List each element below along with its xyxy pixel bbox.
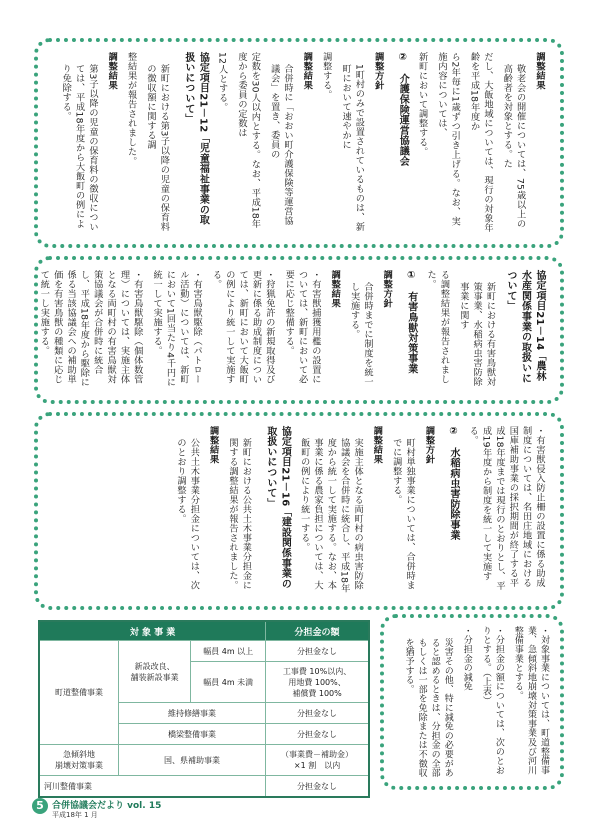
bullet-item: ・有害獣捕獲用檻の設置については、新町において必要に応じ整備する。 xyxy=(283,270,321,384)
section-text-3 xyxy=(168,426,546,596)
paragraph: 新町における有害鳥獣対策事業、水稲病虫害防除事業に関す xyxy=(457,282,496,387)
table-cell: 町道整備事業 xyxy=(39,641,119,745)
section-box-4 xyxy=(380,614,564,790)
paragraph: 新町における第3子以降の児童の保育料の徴収額に関する調 xyxy=(144,64,170,232)
paragraph: 合併時に「おおい町介護保険等運営協議会」を置き、委員の xyxy=(268,64,294,226)
result-label: 調整結果 xyxy=(371,426,383,464)
table-cell: 工事費 10%以内、 用地費 100%、 補償費 100% xyxy=(266,662,369,703)
table-cell: 分担金なし xyxy=(266,776,369,798)
paragraph: 調整する。 xyxy=(320,52,332,100)
subheading: ② 介護保険運営協議会 xyxy=(397,52,409,167)
paragraph: 1町村のみで設置されているものは、新町において速やかに xyxy=(340,64,365,232)
bullet-item: ・対象事業については、町道整備事業、急傾斜地崩壊対策事業及び河川整備事業とする。 xyxy=(512,626,549,775)
result-label: 調整結果 xyxy=(301,52,313,90)
policy-label: 調整方針 xyxy=(372,52,384,90)
paragraph: ら2年毎に1歳ずつ引き上げる。なお、実施内容については、 xyxy=(435,52,461,226)
section-text-1 xyxy=(53,52,546,234)
issue-date: 平成18年 1 月 xyxy=(52,811,98,819)
paragraph: 公共土木事業分担金については、次のとおり調整する。 xyxy=(174,438,200,590)
agreement-heading: 協定項目21－14「農林水産関係事業の取扱いについて」 xyxy=(505,270,545,384)
paragraph: 新町において調整する。 xyxy=(416,52,428,157)
bullet-item: ・分担金の減免 xyxy=(461,626,472,692)
allotment-table xyxy=(38,620,370,798)
paragraph: 12人とする。 xyxy=(216,52,228,112)
bullet-item: ・有害獣侵入防止柵の設置に係る助成制度については、名田庄地域における国庫補助事業の採択期間が終了する平成18年度までは現行のとおりとし、平成19年度から制度を統一して実施する。 xyxy=(467,426,545,591)
table-header: 対 象 事 業 xyxy=(39,621,266,641)
section-box-3 xyxy=(34,412,564,610)
policy-label: 調整方針 xyxy=(423,426,435,464)
table-cell: 維持修繕事業 xyxy=(119,703,266,724)
paragraph: 実施主体となる両町村の病虫害防除協議会を合併時に統合し、平成18年度から統一して実施する。なお、本事業に係る農家負担については、大飯町の例により統一する。 xyxy=(298,438,364,593)
agreement-heading: 協定項目21－16「建設関係事業の取扱いについて」 xyxy=(264,426,291,589)
table-cell: 分担金なし xyxy=(266,724,369,745)
paragraph: 敬老会の開催については、75歳以上の高齢者を対象とする。た xyxy=(501,64,526,229)
paragraph: 整結果が報告されました。 xyxy=(125,52,137,166)
paragraph: 町村単独事業については、合併時までに調整する。 xyxy=(390,438,416,590)
table-cell: 分担金なし xyxy=(266,641,369,662)
paragraph: 定数を30人以内とする。なお、平成18年度から委員の定数は xyxy=(236,52,261,229)
table-cell: 分担金なし xyxy=(266,703,369,724)
bullet-item: ・狩猟免許の新規取得及び更新に係る助成制度については、新町において大飯町の例により統一して実施する。 xyxy=(210,270,275,384)
table-cell: 幅員 4m 未満 xyxy=(191,662,266,703)
result-label: 調整結果 xyxy=(329,270,341,308)
result-label: 調整結果 xyxy=(106,52,118,90)
table-cell: 国、県補助事業 xyxy=(119,745,266,776)
result-label: 調整結果 xyxy=(534,52,545,90)
section-box-1 xyxy=(34,38,564,248)
paragraph: 新町における公共土木事業分担金に関する調整結果が報告されました。 xyxy=(227,438,252,590)
result-label: 調整結果 xyxy=(207,426,219,464)
table-header: 分担金の額 xyxy=(266,621,369,641)
section-text-4 xyxy=(396,626,550,778)
subheading: ② 水稲病虫害防除事業 xyxy=(447,426,459,541)
table-cell: 幅員 4m 以上 xyxy=(191,641,266,662)
table-cell: 橋梁整備事業 xyxy=(119,724,266,745)
bullet-item: ・分担金の額については、次のとおりとする。（上表） xyxy=(480,626,504,775)
policy-label: 調整方針 xyxy=(381,270,393,308)
paragraph: 第3子以降の児童の保育料の徴収については、平成18年度から大飯町の例により免除する。 xyxy=(60,64,98,232)
section-box-2 xyxy=(34,256,564,404)
page-number: 5 xyxy=(32,798,48,814)
table-cell: （事業費－補助金） ×1 割 以内 xyxy=(266,745,369,776)
table-cell: 河川整備事業 xyxy=(39,776,266,798)
subheading: ① 有害鳥獣対策事業 xyxy=(405,270,417,374)
paragraph: 災害その他、特に減免の必要があると認めるときは、分担金の全部もしくは一部を免除または不徴収を猶予する。 xyxy=(403,638,453,778)
bullet-item: ・有害鳥獣駆除（個体数管理）については、実施主体となる両町村の有害鳥獣対策協議会が合併時に統合し、平成18年度から駆除に係る当該協議会への補助単価を有害鳥獣の種類に応じて統一し実施する。 xyxy=(38,270,143,387)
bullet-item: ・有害鳥獣駆除（パトロール活動）については、新町において1回当たり4千円に統一して実施する。 xyxy=(151,270,203,387)
newsletter-title: 合併協議会だより vol. 15 xyxy=(52,801,162,811)
paragraph: 合併時までに制度を統一し実施する。 xyxy=(348,282,373,387)
paragraph: だし、大飯地域については、現行の対象年齢を平成18年度か xyxy=(468,52,493,233)
paragraph: る調整結果が報告されました。 xyxy=(425,270,450,384)
section-text-2 xyxy=(34,270,546,390)
table-cell: 急傾斜地 崩壊対策事業 xyxy=(39,745,119,776)
table-cell: 新設改良、 舗装新設事業 xyxy=(119,641,191,703)
agreement-heading: 協定項目21－12「児童福祉事業の取扱いについて」 xyxy=(182,52,209,226)
